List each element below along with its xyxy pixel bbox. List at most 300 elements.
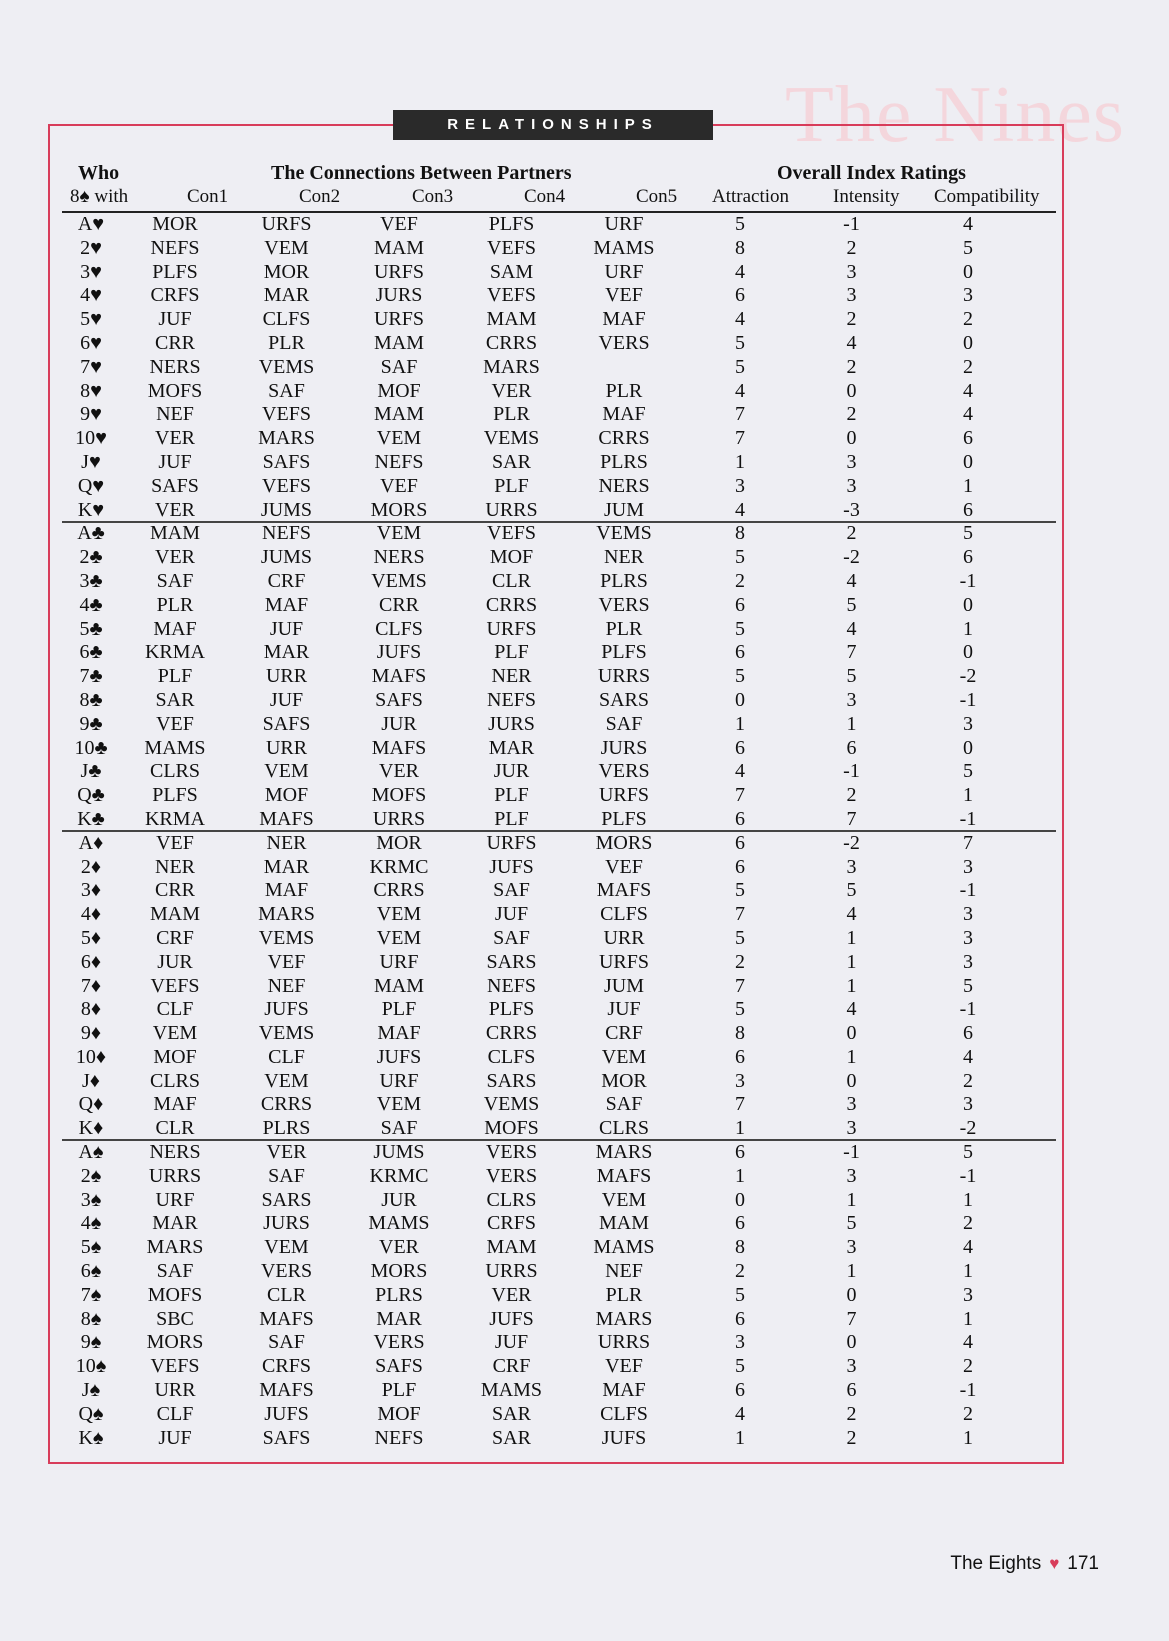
con5-cell <box>568 356 680 380</box>
con5-cell: URRS <box>597 1331 651 1354</box>
compatibility-cell: 2 <box>963 308 973 331</box>
attraction-cell: 6 <box>735 641 745 664</box>
who-cell: 10♥ <box>75 427 107 450</box>
con3-cell: JUR <box>381 712 417 735</box>
intensity-cell: 0 <box>846 1069 857 1092</box>
con5-cell: MAF <box>602 308 646 331</box>
con3-cell: VER <box>379 1236 419 1259</box>
con2-cell: PLR <box>268 331 305 354</box>
compatibility-cell: 3 <box>963 284 973 307</box>
compatibility-cell: 7 <box>963 831 973 854</box>
con2-cell: NEF <box>267 974 306 997</box>
attraction-cell: 2 <box>735 1260 745 1283</box>
attraction-cell: 7 <box>735 784 745 807</box>
con5-cell: VERS <box>598 331 650 354</box>
intensity-cell: 4 <box>846 331 857 354</box>
con3-cell: MOF <box>377 379 421 402</box>
who-cell: 6♦ <box>80 950 102 973</box>
attraction-cell: 4 <box>735 308 745 331</box>
attraction-cell: 5 <box>735 617 745 640</box>
con2-cell: SAF <box>268 379 305 402</box>
compatibility-cell: 5 <box>963 1141 973 1164</box>
table-row <box>62 451 1033 475</box>
con2-cell: JUMS <box>260 498 313 521</box>
intensity-cell: 0 <box>846 1331 857 1354</box>
con1-cell: NEF <box>156 403 194 426</box>
con2-cell: CLF <box>268 1045 305 1068</box>
con1-cell: PLFS <box>152 784 198 807</box>
table-row <box>62 1165 1033 1189</box>
intensity-cell: -1 <box>843 213 860 235</box>
con3-cell: PLF <box>381 998 417 1021</box>
intensity-header: Intensity <box>833 186 900 207</box>
con3-cell: KRMC <box>369 855 429 878</box>
con3-cell: VEM <box>376 522 422 545</box>
con3-cell: MAFS <box>371 736 427 759</box>
con2-cell: JURS <box>263 1212 310 1235</box>
intensity-cell: 0 <box>846 1022 857 1045</box>
con5-cell: URF <box>604 213 644 235</box>
table-row <box>62 1427 1033 1451</box>
attraction-cell: 7 <box>735 403 745 426</box>
intensity-cell: 7 <box>846 807 857 830</box>
attraction-cell: 5 <box>735 1283 745 1306</box>
table-row <box>62 927 1033 951</box>
con2-cell: JUF <box>269 617 304 640</box>
table-row <box>62 1093 1033 1117</box>
con5-cell: VEMS <box>596 522 652 545</box>
con1-cell: PLF <box>157 665 193 688</box>
con2-cell: CLR <box>267 1283 306 1306</box>
con2-cell: URR <box>265 665 308 688</box>
table-row <box>62 308 1033 332</box>
attraction-cell: 8 <box>735 1022 745 1045</box>
who-cell: 9♣ <box>79 712 103 735</box>
compatibility-cell: 4 <box>963 379 973 402</box>
con3-cell: URFS <box>373 260 425 283</box>
con3-cell: JURS <box>375 284 423 307</box>
con2-cell: JUMS <box>260 546 313 569</box>
table-row <box>62 403 1033 427</box>
con3-cell: MORS <box>370 498 428 521</box>
con3-cell: JUMS <box>373 1141 425 1164</box>
con2-cell: MAF <box>264 593 309 616</box>
con2-cell: MAF <box>264 879 309 902</box>
intensity-cell: 0 <box>846 427 857 450</box>
con5-cell: CLFS <box>600 903 648 926</box>
compatibility-cell: 5 <box>963 974 973 997</box>
who-cell: 5♣ <box>79 617 103 640</box>
table-row <box>62 784 1033 808</box>
con4-cell: MARS <box>483 355 540 378</box>
compatibility-cell: 2 <box>963 1069 973 1092</box>
compatibility-cell: -1 <box>959 1379 977 1402</box>
con2-cell: VEM <box>264 1069 309 1092</box>
table-row <box>62 808 1033 832</box>
compatibility-cell: -1 <box>959 879 977 902</box>
compatibility-cell: 4 <box>963 1331 973 1354</box>
con4-cell: PLFS <box>488 998 535 1021</box>
con3-cell: MAM <box>373 974 424 997</box>
con5-cell: CLFS <box>600 1402 648 1425</box>
who-cell: 4♦ <box>80 903 102 926</box>
con2-cell: MARS <box>258 903 315 926</box>
con2-cell: VEM <box>264 760 309 783</box>
who-cell: A♣ <box>77 522 105 545</box>
intensity-cell: 3 <box>846 1355 857 1378</box>
compatibility-cell: 3 <box>963 950 973 973</box>
compatibility-cell: -1 <box>959 688 977 711</box>
con2-cell: SAFS <box>262 1426 311 1449</box>
con2-cell: MAR <box>263 284 310 307</box>
compatibility-header: Compatibility <box>934 186 1040 207</box>
con2-cell: CLFS <box>262 308 311 331</box>
intensity-cell: 1 <box>846 926 857 949</box>
con5-cell: JUF <box>607 998 641 1021</box>
con2-cell: VEM <box>264 236 309 259</box>
table-row <box>62 261 1033 285</box>
con1-cell: CLF <box>156 998 194 1021</box>
intensity-cell: 2 <box>846 308 857 331</box>
con1-cell: KRMA <box>144 641 205 664</box>
table-row <box>62 641 1033 665</box>
intensity-cell: 0 <box>846 1283 857 1306</box>
intensity-cell: 1 <box>846 712 857 735</box>
who-cell: 5♠ <box>80 1236 102 1259</box>
con3-cell: VER <box>379 760 419 783</box>
attraction-cell: 7 <box>735 903 745 926</box>
con3-cell: PLF <box>381 1379 417 1402</box>
con4-cell: JUF <box>494 903 529 926</box>
who-cell: 8♣ <box>79 688 103 711</box>
attraction-cell: 0 <box>735 688 745 711</box>
attraction-cell: 8 <box>735 522 745 545</box>
who-cell: J♣ <box>80 760 102 783</box>
attraction-cell: 1 <box>735 712 745 735</box>
intensity-cell: 2 <box>846 522 857 545</box>
con2-cell: SAFS <box>262 450 311 473</box>
table-row <box>62 475 1033 499</box>
con3-cell: MOF <box>377 1402 421 1425</box>
con2-cell: VERS <box>260 1260 313 1283</box>
table-row <box>62 213 1033 237</box>
attraction-cell: 7 <box>735 974 745 997</box>
con5-cell: SARS <box>598 688 650 711</box>
who-cell: 10♦ <box>75 1045 107 1068</box>
who-cell: A♥ <box>77 213 105 235</box>
con5-cell: URRS <box>597 665 651 688</box>
table-row <box>62 689 1033 713</box>
con5-cell: JUFS <box>601 1426 647 1449</box>
background-chapter-title: The Nines <box>785 71 1126 159</box>
con3-cell: MOFS <box>371 784 427 807</box>
con4-cell: SAR <box>492 450 531 473</box>
attraction-cell: 6 <box>735 284 745 307</box>
who-cell: 8♥ <box>80 379 102 402</box>
con4-cell: MAM <box>486 1236 537 1259</box>
compatibility-cell: 6 <box>963 1022 973 1045</box>
con5-cell: URFS <box>598 950 650 973</box>
who-cell: Q♠ <box>78 1402 104 1425</box>
con3-cell: MAM <box>373 236 424 259</box>
con1-cell: MAR <box>152 1212 198 1235</box>
compatibility-cell: 0 <box>963 736 973 759</box>
con1-header: Con1 <box>187 186 229 207</box>
intensity-cell: 7 <box>846 641 857 664</box>
who-subheader: 8♠ with <box>70 186 129 207</box>
who-cell: Q♦ <box>78 1093 104 1116</box>
con2-cell: NER <box>266 831 307 854</box>
table-row <box>62 332 1033 356</box>
who-cell: 6♠ <box>80 1260 102 1283</box>
con1-cell: MOR <box>152 213 198 235</box>
who-cell: 7♣ <box>79 665 103 688</box>
con1-cell: MAM <box>149 522 200 545</box>
con3-cell: URRS <box>372 807 426 830</box>
intensity-cell: 2 <box>846 1426 857 1449</box>
intensity-cell: 1 <box>846 1045 857 1068</box>
compatibility-cell: 1 <box>963 474 973 497</box>
con5-cell: NEF <box>605 1260 643 1283</box>
con5-cell: NER <box>604 546 644 569</box>
con5-cell: MAMS <box>593 236 655 259</box>
con4-cell: MAR <box>488 736 535 759</box>
table-row <box>62 737 1033 761</box>
section-header: RELATIONSHIPS <box>393 110 713 140</box>
who-cell: 6♣ <box>79 641 103 664</box>
con4-cell: CRRS <box>485 593 538 616</box>
attraction-cell: 8 <box>735 1236 745 1259</box>
who-cell: 9♥ <box>80 403 102 426</box>
connections-group-header: The Connections Between Partners <box>271 162 572 184</box>
con2-cell: MARS <box>258 427 315 450</box>
con1-cell: CRR <box>154 879 196 902</box>
con5-cell: VEF <box>605 855 643 878</box>
con1-cell: CLR <box>155 1117 195 1140</box>
table-row <box>62 1189 1033 1213</box>
con5-cell: MOR <box>601 1069 647 1092</box>
con2-cell: CRF <box>267 569 306 592</box>
con2-cell: SAF <box>268 1164 305 1187</box>
who-cell: 6♥ <box>80 331 102 354</box>
con2-cell: VEFS <box>262 474 311 497</box>
attraction-cell: 3 <box>735 474 745 497</box>
who-cell: 3♦ <box>80 879 102 902</box>
intensity-cell: 3 <box>846 474 857 497</box>
table-row <box>62 1260 1033 1284</box>
compatibility-cell: 3 <box>963 903 973 926</box>
intensity-cell: 6 <box>846 1379 857 1402</box>
intensity-cell: -2 <box>843 831 860 854</box>
attraction-cell: 1 <box>735 1426 745 1449</box>
con4-cell: SAF <box>493 879 530 902</box>
con4-cell: SARS <box>486 1069 537 1092</box>
who-cell: 3♣ <box>79 569 103 592</box>
intensity-cell: 2 <box>846 784 857 807</box>
con5-cell: VEF <box>605 1355 643 1378</box>
relationships-table <box>62 213 1033 1450</box>
con3-cell: VEMS <box>371 569 427 592</box>
con1-cell: URRS <box>148 1164 202 1187</box>
con4-cell: URFS <box>486 831 537 854</box>
compatibility-cell: 6 <box>963 498 973 521</box>
con2-cell: MOF <box>264 784 309 807</box>
con1-cell: CRF <box>156 926 194 949</box>
con1-cell: VER <box>155 498 195 521</box>
con3-cell: VEF <box>380 213 418 235</box>
con4-cell: VERS <box>485 1141 538 1164</box>
table-row <box>62 1379 1033 1403</box>
who-cell: 2♠ <box>80 1164 102 1187</box>
compatibility-cell: 0 <box>963 260 973 283</box>
con2-cell: URFS <box>261 213 312 235</box>
con5-cell: JUM <box>603 498 644 521</box>
relationships-table-body <box>62 213 1033 1450</box>
con4-cell: JUF <box>494 1331 529 1354</box>
attraction-cell: 6 <box>735 1141 745 1164</box>
con4-cell: SAM <box>489 260 534 283</box>
con5-cell: MAM <box>598 1212 649 1235</box>
con2-cell: MAFS <box>259 1379 314 1402</box>
intensity-cell: 5 <box>846 1212 857 1235</box>
compatibility-cell: -1 <box>959 807 977 830</box>
con2-cell: VEMS <box>258 355 315 378</box>
intensity-cell: 3 <box>846 450 857 473</box>
attraction-cell: 5 <box>735 331 745 354</box>
con1-cell: NERS <box>149 1141 201 1164</box>
con3-cell: VEM <box>376 926 422 949</box>
who-cell: 8♦ <box>80 998 102 1021</box>
con2-cell: SAF <box>268 1331 305 1354</box>
table-row <box>62 832 1033 856</box>
who-cell: K♦ <box>78 1117 104 1140</box>
who-cell: 3♥ <box>80 260 102 283</box>
con4-cell: CLRS <box>486 1188 537 1211</box>
intensity-cell: -1 <box>843 760 860 783</box>
con2-cell: NEFS <box>262 522 311 545</box>
con4-cell: PLFS <box>488 213 535 235</box>
con2-cell: SAFS <box>262 712 311 735</box>
attraction-cell: 4 <box>735 260 745 283</box>
con1-cell: SBC <box>156 1307 194 1330</box>
table-row <box>62 1070 1033 1094</box>
con5-cell: PLRS <box>600 569 648 592</box>
con2-cell: VER <box>266 1141 307 1164</box>
table-row <box>62 856 1033 880</box>
con4-cell: VEFS <box>487 284 536 307</box>
con2-cell: SARS <box>261 1188 312 1211</box>
con3-cell: SAFS <box>375 1355 423 1378</box>
table-row <box>62 760 1033 784</box>
compatibility-cell: 4 <box>963 213 973 235</box>
attraction-cell: 4 <box>735 1402 745 1425</box>
intensity-cell: 2 <box>846 1402 857 1425</box>
con5-cell: MAFS <box>596 879 652 902</box>
con3-cell: MAFS <box>371 665 427 688</box>
con1-cell: VEFS <box>150 974 200 997</box>
intensity-cell: 1 <box>846 974 857 997</box>
con5-cell: PLFS <box>601 641 647 664</box>
con3-cell: CLFS <box>375 617 423 640</box>
intensity-cell: 3 <box>846 855 857 878</box>
con5-cell: PLR <box>605 1283 643 1306</box>
con1-cell: CLRS <box>149 1069 201 1092</box>
con4-cell: PLF <box>494 807 529 830</box>
attraction-cell: 5 <box>735 879 745 902</box>
who-cell: J♠ <box>81 1379 101 1402</box>
compatibility-cell: -1 <box>959 1164 977 1187</box>
con1-cell: SAR <box>155 688 195 711</box>
compatibility-cell: 6 <box>963 427 973 450</box>
con2-cell: CRRS <box>260 1093 313 1116</box>
con4-cell: VEMS <box>483 427 540 450</box>
con3-cell: JUFS <box>376 1045 422 1068</box>
table-row <box>62 522 1033 546</box>
con5-cell: MARS <box>595 1141 653 1164</box>
con5-cell: MORS <box>595 831 653 854</box>
con4-cell: CLR <box>492 569 531 592</box>
page-number: 171 <box>1067 1553 1099 1574</box>
attraction-cell: 6 <box>735 855 745 878</box>
con4-cell: NER <box>491 665 532 688</box>
table-row <box>62 380 1033 404</box>
con1-cell: JUR <box>157 950 193 973</box>
con5-cell: VEF <box>605 284 643 307</box>
who-cell: 9♦ <box>80 1022 102 1045</box>
con4-cell: NEFS <box>487 974 536 997</box>
con3-cell: JUR <box>381 1188 417 1211</box>
table-row <box>62 665 1033 689</box>
ratings-group-header: Overall Index Ratings <box>777 162 966 184</box>
compatibility-cell: 4 <box>963 403 973 426</box>
attraction-cell: 4 <box>735 498 745 521</box>
con3-cell: NEFS <box>374 450 424 473</box>
con3-cell: SAF <box>380 355 418 378</box>
con5-cell: URF <box>604 260 644 283</box>
con2-cell: JUFS <box>264 1402 309 1425</box>
compatibility-cell: 2 <box>963 355 973 378</box>
attraction-cell: 5 <box>735 355 745 378</box>
con4-header: Con4 <box>524 186 566 207</box>
compatibility-cell: 5 <box>963 236 973 259</box>
attraction-cell: 7 <box>735 427 745 450</box>
compatibility-cell: 1 <box>963 1307 973 1330</box>
con4-cell: JUFS <box>489 1307 534 1330</box>
con3-cell: VEM <box>376 1093 422 1116</box>
con4-cell: PLF <box>494 784 529 807</box>
con4-cell: MAM <box>486 308 537 331</box>
con1-cell: PLR <box>156 593 194 616</box>
compatibility-cell: 4 <box>963 1236 973 1259</box>
attraction-cell: 1 <box>735 450 745 473</box>
table-row <box>62 499 1033 523</box>
con4-cell: PLF <box>494 474 529 497</box>
table-row <box>62 998 1033 1022</box>
compatibility-cell: 5 <box>963 522 973 545</box>
intensity-cell: 3 <box>846 284 857 307</box>
who-cell: 7♥ <box>80 355 102 378</box>
con1-cell: SAFS <box>151 474 199 497</box>
con1-cell: MAF <box>153 1093 197 1116</box>
compatibility-cell: 1 <box>963 617 973 640</box>
con3-cell: SAFS <box>375 688 423 711</box>
con1-cell: MORS <box>146 1331 204 1354</box>
who-header: Who <box>78 162 120 184</box>
con1-cell: NERS <box>149 355 201 378</box>
table-row <box>62 1284 1033 1308</box>
attraction-cell: 6 <box>735 1307 745 1330</box>
con5-cell: MARS <box>595 1307 653 1330</box>
